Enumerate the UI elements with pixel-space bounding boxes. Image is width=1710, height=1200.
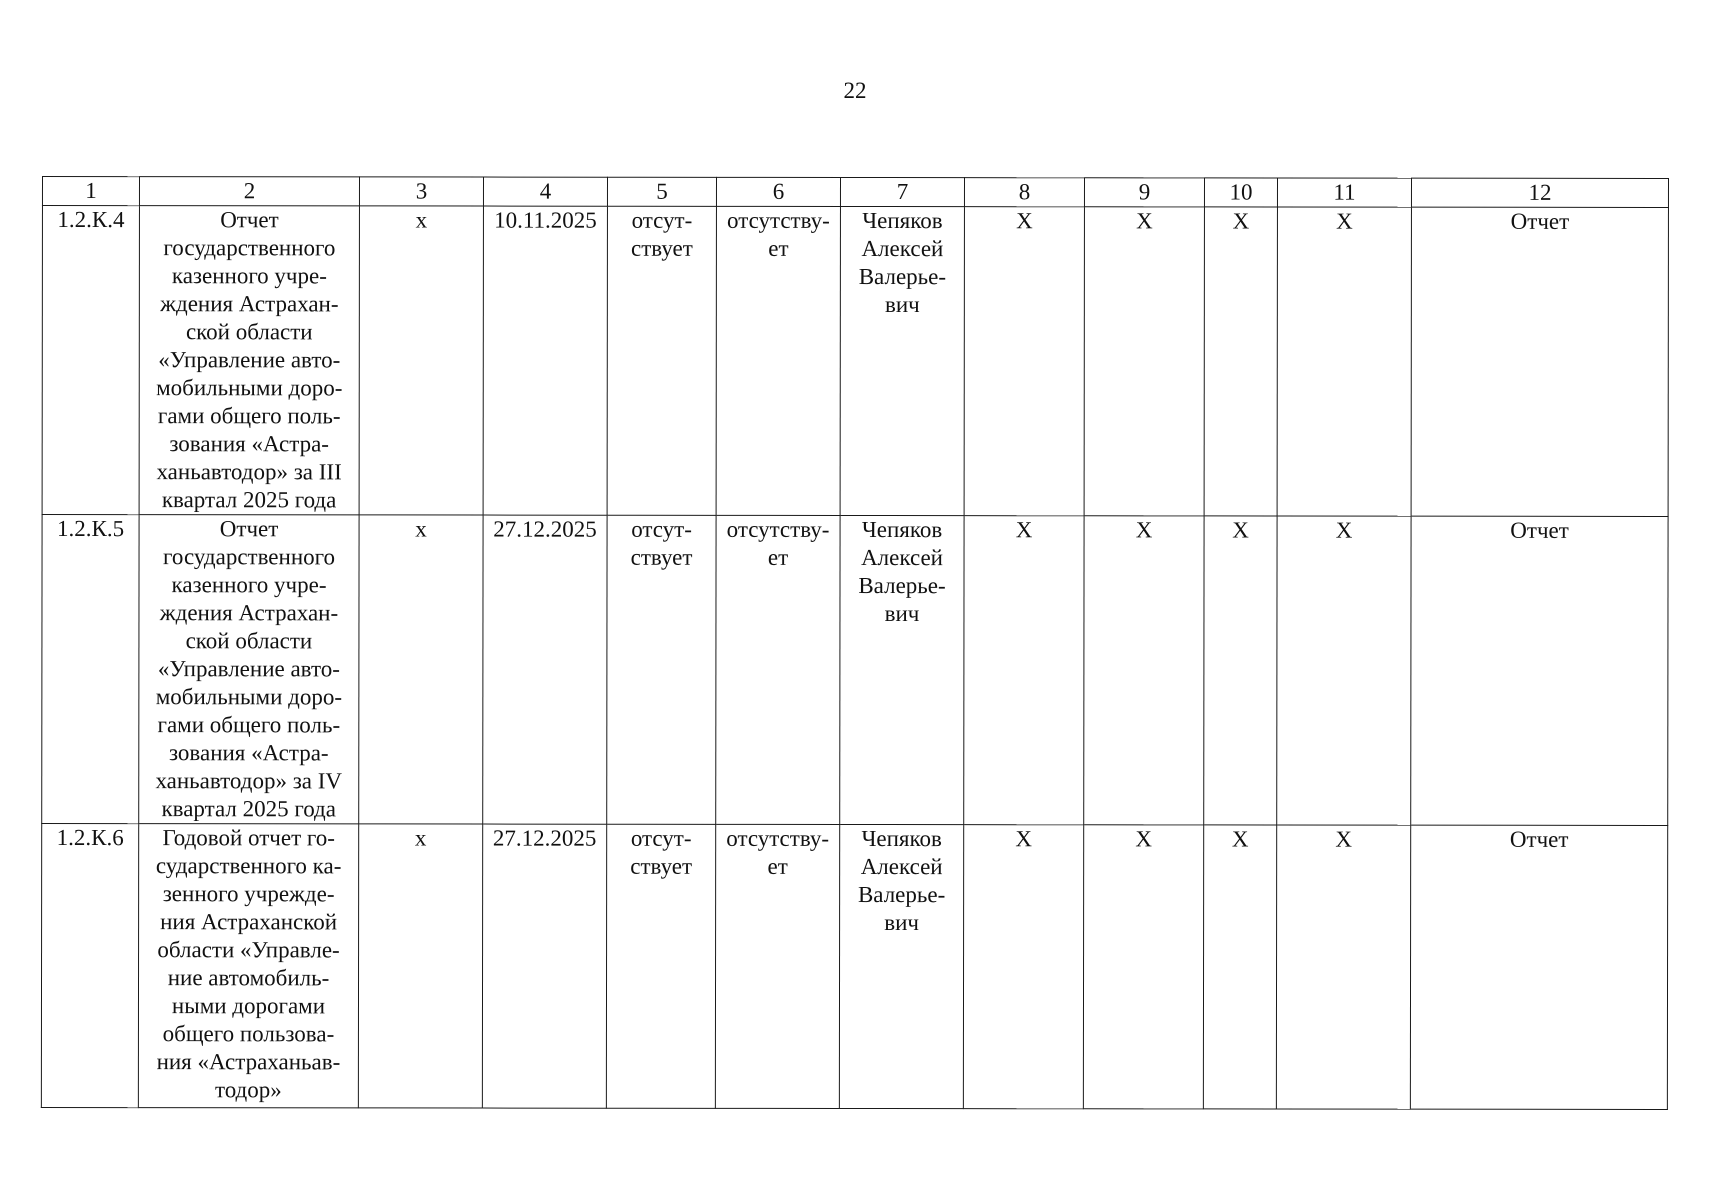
description-line: казенного учре- xyxy=(171,572,327,598)
col6-line: отсутству- xyxy=(727,207,830,233)
cell-col10: Х xyxy=(1203,825,1276,1109)
description-line: Отчет xyxy=(220,207,279,233)
cell-col10: Х xyxy=(1204,516,1277,825)
cell-col5 xyxy=(607,515,716,824)
cell-col11: Х xyxy=(1277,207,1411,516)
control-points-table xyxy=(41,176,1669,1110)
cell-col8: Х xyxy=(964,207,1084,516)
description-line: ханьавтодор» за III xyxy=(156,459,342,485)
responsible-line: Алексей xyxy=(861,545,944,571)
cell-col3: х xyxy=(358,824,482,1108)
col5-line: ствует xyxy=(630,235,693,261)
cell-code: 1.2.К.5 xyxy=(42,515,139,824)
col6-line: ет xyxy=(767,544,789,570)
responsible-line: Чепяков xyxy=(861,517,943,543)
cell-col3: х xyxy=(359,515,483,824)
description-line: общего пользова- xyxy=(162,1021,335,1047)
col6-line: ет xyxy=(767,853,788,879)
col6-line: отсутству- xyxy=(726,516,830,542)
responsible-line: вич xyxy=(884,292,920,318)
cell-col8: Х xyxy=(963,825,1083,1109)
cell-description xyxy=(139,206,359,515)
col5-line: отсут- xyxy=(631,516,692,542)
header-cell-8: 8 xyxy=(964,178,1084,207)
cell-col5 xyxy=(606,824,715,1108)
cell-description xyxy=(139,515,359,824)
responsible-line: вич xyxy=(884,601,920,627)
cell-result: Отчет xyxy=(1411,207,1668,516)
table-row xyxy=(42,206,1668,517)
description-line: квартал 2025 года xyxy=(161,796,336,822)
description-line: ными дорогами xyxy=(171,993,326,1019)
description-line: ние автомобиль- xyxy=(167,965,330,991)
description-line: области «Управле- xyxy=(157,937,340,963)
table-row xyxy=(41,824,1667,1110)
cell-description xyxy=(138,824,358,1108)
cell-responsible xyxy=(840,515,964,824)
cell-col9: Х xyxy=(1084,207,1204,516)
responsible-line: Чепяков xyxy=(861,826,942,852)
description-line: ждения Астрахан- xyxy=(160,291,339,317)
cell-col11: Х xyxy=(1277,516,1411,825)
description-line: ния «Астраханьав- xyxy=(156,1049,341,1075)
cell-col5 xyxy=(607,206,716,515)
description-line: ской области xyxy=(185,628,313,654)
col5-line: ствует xyxy=(630,544,693,570)
header-cell-11: 11 xyxy=(1277,178,1411,207)
description-line: квартал 2025 года xyxy=(161,487,337,513)
col5-line: отсут- xyxy=(630,825,692,851)
responsible-line: Чепяков xyxy=(862,208,943,234)
responsible-line: Алексей xyxy=(860,854,943,880)
header-row xyxy=(42,177,1668,208)
cell-responsible xyxy=(840,206,964,515)
description-line: государственного xyxy=(163,544,336,570)
description-line: государственного xyxy=(163,235,336,261)
cell-date: 27.12.2025 xyxy=(483,515,607,824)
cell-code: 1.2.К.4 xyxy=(42,206,139,515)
cell-col11: Х xyxy=(1276,825,1410,1109)
cell-date: 27.12.2025 xyxy=(482,824,606,1108)
cell-code: 1.2.К.6 xyxy=(41,824,138,1108)
col6-line: отсутству- xyxy=(726,825,830,851)
description-line: мобильными доро- xyxy=(155,684,343,710)
description-line: зенного учрежде- xyxy=(162,881,335,907)
header-cell-7: 7 xyxy=(840,177,964,206)
col5-line: отсут- xyxy=(631,207,693,233)
description-line: ния Астраханской xyxy=(160,909,338,935)
cell-col10: Х xyxy=(1204,207,1277,516)
description-line: зования «Астра- xyxy=(169,431,329,457)
cell-col6 xyxy=(716,515,840,824)
description-line: мобильными доро- xyxy=(156,375,343,401)
description-line: зования «Астра- xyxy=(168,740,329,766)
table-row xyxy=(42,515,1668,826)
header-cell-6: 6 xyxy=(716,177,840,206)
description-line: тодор» xyxy=(214,1077,282,1103)
description-line: ждения Астрахан- xyxy=(159,600,339,626)
description-line: «Управление авто- xyxy=(157,656,340,682)
description-line: «Управление авто- xyxy=(158,347,341,373)
description-line: гами общего поль- xyxy=(157,403,341,429)
cell-col8: Х xyxy=(964,516,1084,825)
responsible-line: Алексей xyxy=(861,236,944,262)
description-line: казенного учре- xyxy=(171,263,327,289)
responsible-line: вич xyxy=(884,910,919,936)
responsible-line: Валерье- xyxy=(858,263,947,290)
header-cell-2: 2 xyxy=(139,177,359,206)
description-line: ской области xyxy=(185,319,313,345)
cell-col6 xyxy=(716,206,840,515)
cell-col6 xyxy=(715,824,839,1108)
header-cell-4: 4 xyxy=(483,177,607,206)
col6-line: ет xyxy=(768,235,789,261)
header-cell-1: 1 xyxy=(42,177,139,206)
header-cell-5: 5 xyxy=(607,177,716,206)
header-cell-12: 12 xyxy=(1411,178,1668,207)
cell-result: Отчет xyxy=(1410,825,1667,1109)
responsible-line: Валерье- xyxy=(857,881,946,908)
header-cell-10: 10 xyxy=(1204,178,1277,207)
cell-result: Отчет xyxy=(1411,516,1668,825)
col5-line: ствует xyxy=(630,853,693,879)
cell-responsible xyxy=(839,824,963,1108)
cell-col9: Х xyxy=(1084,516,1204,825)
description-line: сударственного ка- xyxy=(155,853,342,879)
page-number: 22 xyxy=(843,78,867,103)
description-line: ханьавтодор» за IV xyxy=(155,768,343,794)
description-line: Отчет xyxy=(219,516,279,542)
cell-col9: Х xyxy=(1083,825,1203,1109)
cell-col3: х xyxy=(359,206,483,515)
responsible-line: Валерье- xyxy=(858,572,946,599)
header-cell-3: 3 xyxy=(359,177,483,206)
cell-date: 10.11.2025 xyxy=(483,206,607,515)
header-cell-9: 9 xyxy=(1084,178,1204,207)
description-line: гами общего поль- xyxy=(157,712,341,738)
description-line: Годовой отчет го- xyxy=(162,825,335,851)
